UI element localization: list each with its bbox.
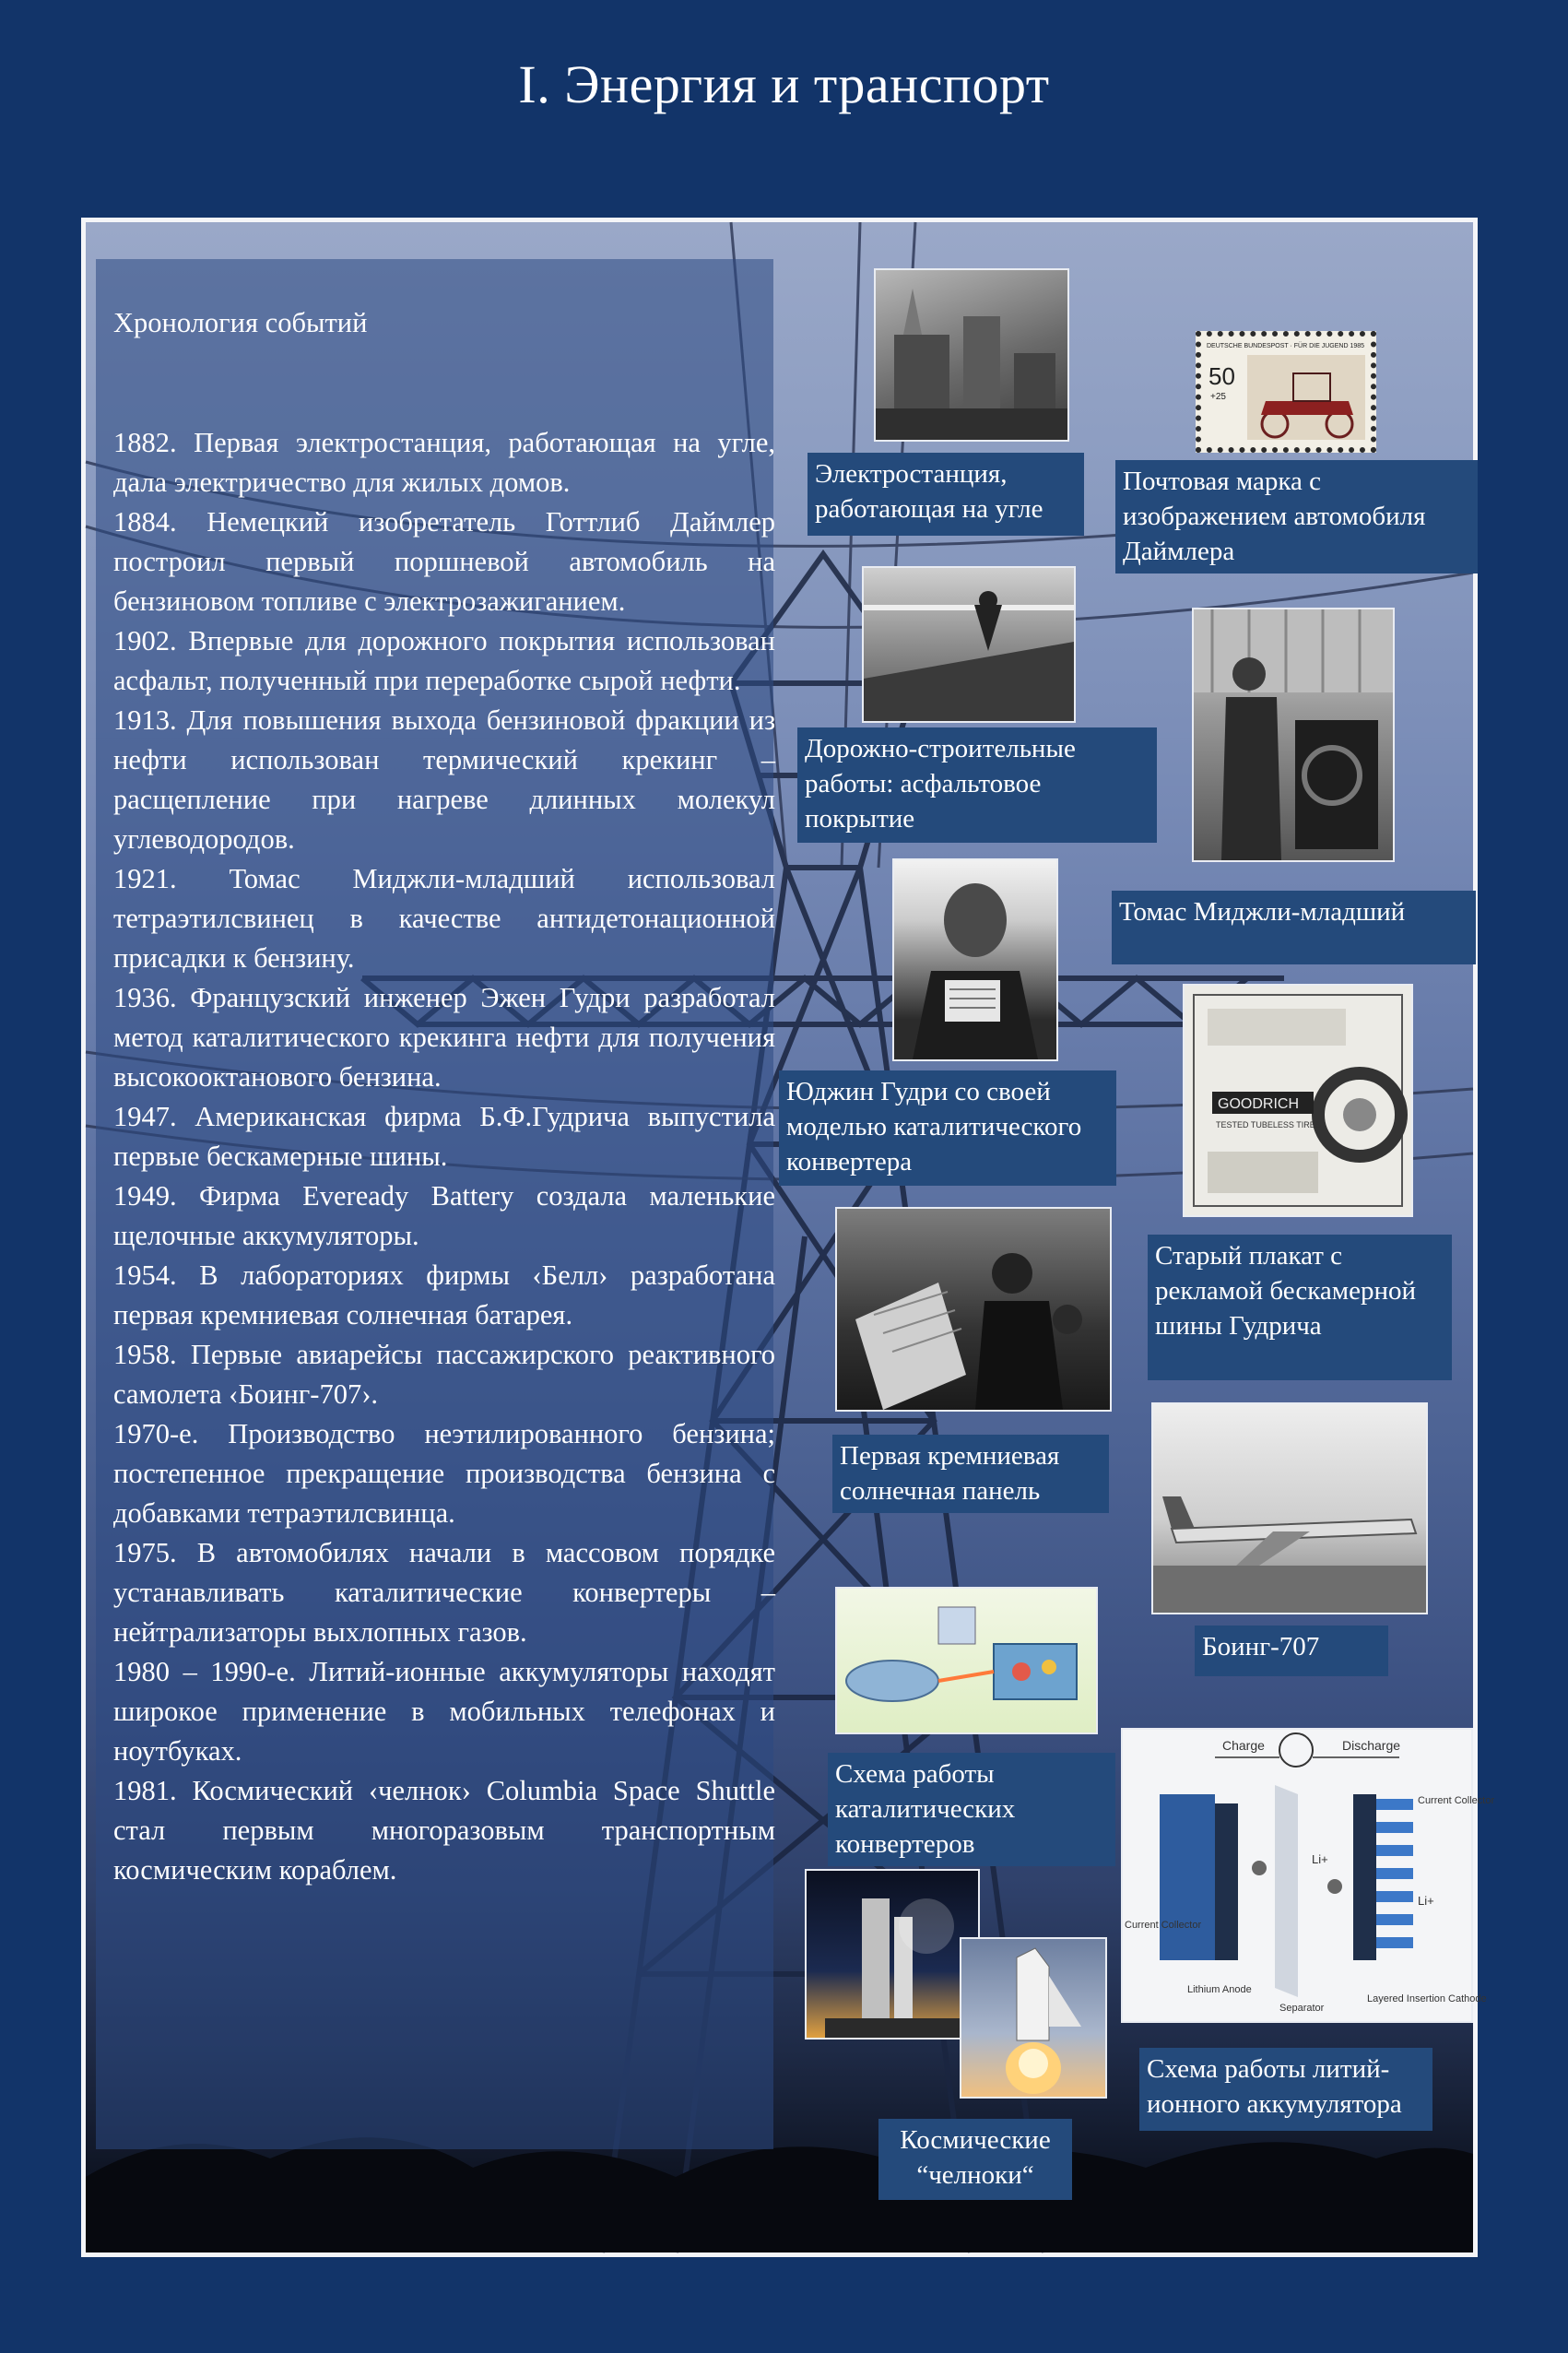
timeline-text bbox=[113, 303, 775, 1890]
catalytic-converter-diagram bbox=[835, 1587, 1098, 1734]
shuttle-launchpad-photo bbox=[805, 1869, 980, 2040]
battery-li-left: Li+ bbox=[1312, 1852, 1328, 1866]
timeline-event: 1954. В лабораториях фирмы ‹Белл› разработана первая кремниевая солнечная батарея. bbox=[113, 1259, 775, 1330]
shuttle-flight-photo bbox=[960, 1937, 1107, 2099]
caption-boeing: Боинг-707 bbox=[1195, 1626, 1388, 1676]
caption-power-plant: Электростанция, работающая на угле bbox=[808, 453, 1084, 536]
poster-frame bbox=[81, 218, 1495, 2257]
stamp-sub: +25 bbox=[1210, 392, 1226, 402]
timeline-panel bbox=[96, 259, 773, 2149]
road-works-photo bbox=[862, 566, 1076, 723]
battery-charge-label: Charge bbox=[1222, 1738, 1265, 1753]
timeline-event: 1970-е. Производство неэтилированного бензина; постепенное прекращение производства бензина с добавками тетраэтилсвинца. bbox=[113, 1418, 775, 1529]
battery-current-collector-right: Current Collector bbox=[1418, 1795, 1495, 1806]
timeline-event: 1921. Томас Миджли-младший использовал тетраэтилсвинец в качестве антидетонационной присадки к бензину. bbox=[113, 863, 775, 974]
daimler-stamp-image bbox=[1196, 331, 1376, 453]
caption-solar-panel: Первая кремниевая солнечная панель bbox=[832, 1435, 1109, 1513]
timeline-event: 1936. Французский инженер Эжен Гудри разработал метод каталитического крекинга нефти для получения высокооктанового бензина. bbox=[113, 982, 775, 1093]
timeline-event: 1882. Первая электростанция, работающая на угле, дала электричество для жилых домов. bbox=[113, 427, 775, 498]
caption-stamp: Почтовая марка с изображением автомобиля Даймлера bbox=[1115, 460, 1478, 573]
timeline-event: 1980 – 1990-е. Литий-ионные аккумуляторы находят широкое применение в мобильных телефонах и ноутбуках. bbox=[113, 1656, 775, 1767]
battery-cathode: Layered Insertion Cathode bbox=[1367, 1993, 1487, 2004]
caption-li-ion: Схема работы литий-ионного аккумулятора bbox=[1139, 2048, 1432, 2131]
goodrich-poster-image bbox=[1183, 984, 1413, 1217]
battery-separator: Separator bbox=[1279, 2003, 1325, 2014]
poster-brand-text: GOODRICH bbox=[1218, 1096, 1299, 1112]
timeline-event: 1913. Для повышения выхода бензиновой фракции из нефти использован термический крекинг – расщепление при нагреве длинных молекул углеводородов. bbox=[113, 704, 775, 855]
timeline-event: 1902. Впервые для дорожного покрытия использован асфальт, полученный при переработке сырой нефти. bbox=[113, 625, 775, 696]
timeline-heading: Хронология событий bbox=[113, 307, 368, 338]
caption-shuttles: Космические “челноки“ bbox=[878, 2119, 1072, 2200]
li-ion-battery-diagram bbox=[1121, 1728, 1495, 2023]
battery-current-collector-left: Current Collector bbox=[1125, 1920, 1202, 1931]
boeing-707-photo bbox=[1151, 1402, 1428, 1614]
caption-midgley: Томас Миджли-младший bbox=[1112, 891, 1476, 964]
power-plant-photo bbox=[874, 268, 1069, 442]
timeline-event: 1947. Американская фирма Б.Ф.Гудрича выпустила первые бескамерные шины. bbox=[113, 1101, 775, 1172]
caption-goodrich-poster: Старый плакат с рекламой бескамерной шины Гудрича bbox=[1148, 1235, 1452, 1380]
caption-catalytic: Схема работы каталитических конвертеров bbox=[828, 1753, 1115, 1866]
stamp-value: 50 bbox=[1208, 362, 1235, 390]
stamp-top-text: DEUTSCHE BUNDESPOST · FÜR DIE JUGEND 1985 bbox=[1207, 343, 1365, 349]
timeline-event: 1975. В автомобилях начали в массовом порядке устанавливать каталитические конвертеры – нейтрализаторы выхлопных газов. bbox=[113, 1537, 775, 1648]
timeline-event: 1949. Фирма Eveready Battery создала маленькие щелочные аккумуляторы. bbox=[113, 1180, 775, 1251]
midgley-photo bbox=[1192, 608, 1395, 862]
timeline-event: 1981. Космический ‹челнок› Columbia Space Shuttle стал первым многоразовым транспортным космическим кораблем. bbox=[113, 1775, 775, 1886]
caption-road-works: Дорожно-строительные работы: асфальтовое покрытие bbox=[797, 727, 1157, 843]
houdry-photo bbox=[892, 858, 1058, 1061]
poster-sub-text: TESTED TUBELESS TIRES bbox=[1216, 1120, 1321, 1129]
caption-houdry: Юджин Гудри со своей моделью каталитического конвертера bbox=[779, 1070, 1116, 1186]
battery-li-right: Li+ bbox=[1418, 1894, 1434, 1908]
battery-lithium-anode: Lithium Anode bbox=[1187, 1984, 1252, 1995]
timeline-event: 1958. Первые авиарейсы пассажирского реактивного самолета ‹Боинг-707›. bbox=[113, 1339, 775, 1410]
page-title: I. Энергия и транспорт bbox=[518, 54, 1050, 114]
solar-panel-photo bbox=[835, 1207, 1112, 1412]
timeline-event: 1884. Немецкий изобретатель Готтлиб Даймлер построил первый поршневой автомобиль на бензиновом топливе с электрозажиганием. bbox=[113, 506, 775, 617]
battery-discharge-label: Discharge bbox=[1342, 1738, 1401, 1753]
